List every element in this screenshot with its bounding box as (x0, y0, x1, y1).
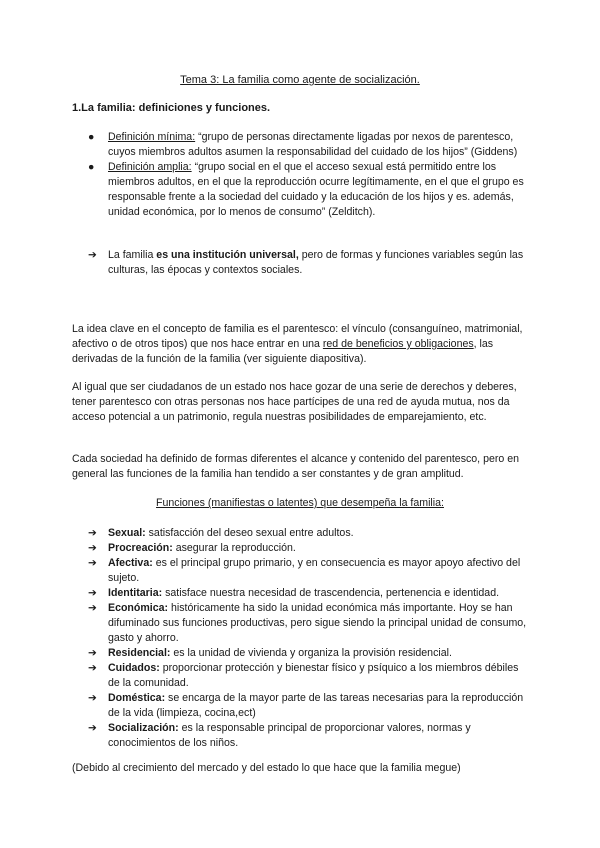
note-text: La familia (108, 249, 157, 261)
arrow-icon: ➔ (88, 602, 97, 614)
function-desc: asegurar la reproducción. (172, 542, 296, 554)
definition-term: Definición amplia: (108, 161, 192, 173)
function-desc: se encarga de la mayor parte de las tareas necesarias para la reproducción de la vida (limpieza, cocina,ect) (108, 692, 524, 719)
paragraph-kinship (72, 322, 532, 367)
function-name: Procreación: (108, 542, 173, 554)
function-name: Residencial: (108, 647, 171, 659)
functions-list (88, 526, 533, 751)
definitions-list (88, 130, 533, 220)
arrow-icon: ➔ (88, 587, 97, 599)
arrow-icon: ➔ (88, 692, 97, 704)
definition-item (88, 130, 533, 160)
paragraph-society: Cada sociedad ha definido de formas diferentes el alcance y contenido del parentesco, pero en general las funciones de la familia han tendido a ser constantes y de gran amplitud. (72, 453, 519, 480)
section-heading: 1.La familia: definiciones y funciones. (72, 102, 271, 114)
function-name: Económica: (108, 602, 169, 614)
arrow-icon: ➔ (88, 722, 97, 734)
function-name: Afectiva: (108, 557, 153, 569)
function-item (88, 691, 533, 721)
function-item (88, 526, 533, 541)
function-item (88, 601, 533, 646)
function-name: Doméstica: (108, 692, 166, 704)
function-desc: satisface nuestra necesidad de trascendencia, pertenencia e identidad. (162, 587, 500, 599)
paragraph-citizenship: Al igual que ser ciudadanos de un estado nos hace gozar de una serie de derechos y deberes, tener parentesco con otras personas nos hace partícipes de una red de ayuda mutua, nos da acceso potencial a un patrimonio, regula nuestras posibilidades de emparejamiento, etc. (72, 381, 517, 423)
arrow-icon: ➔ (88, 527, 97, 539)
function-desc: históricamente ha sido la unidad económica más importante. Hoy se han difuminado sus funciones productivas, pero sigue siendo la principal unidad de consumo, gasto y ahorro. (108, 602, 527, 644)
function-name: Socialización: (108, 722, 179, 734)
function-desc: es la responsable principal de proporcionar valores, normas y conocimientos de los niños. (108, 722, 471, 749)
function-item (88, 586, 533, 601)
arrow-icon: ➔ (88, 249, 97, 261)
function-item (88, 661, 533, 691)
definition-text: “grupo de personas directamente ligadas por nexos de parentesco, cuyos miembros adultos asumen la responsabilidad del cuidado de los hijos” (Giddens) (108, 131, 518, 158)
definition-item (88, 160, 533, 220)
page-title: Tema 3: La familia como agente de socialización. (180, 74, 420, 86)
function-desc: es la unidad de vivienda y organiza la provisión residencial. (170, 647, 452, 659)
arrow-icon: ➔ (88, 557, 97, 569)
function-item (88, 541, 533, 556)
function-item (88, 721, 533, 751)
function-desc: es el principal grupo primario, y en consecuencia es mayor apoyo afectivo del sujeto. (108, 557, 521, 584)
bullet-icon: ● (88, 161, 95, 173)
note-text: pero de formas y funciones variables según las culturas, las épocas y contextos sociales. (108, 249, 524, 276)
function-item (88, 556, 533, 586)
arrow-icon: ➔ (88, 647, 97, 659)
paragraph-text: , las derivadas de la función de la familia (ver siguiente diapositiva). (72, 338, 494, 365)
bullet-icon: ● (88, 131, 95, 143)
definition-term: Definición mínima: (108, 131, 196, 143)
function-name: Cuidados: (108, 662, 160, 674)
function-name: Identitaria: (108, 587, 163, 599)
arrow-icon: ➔ (88, 542, 97, 554)
function-desc: satisfacción del deseo sexual entre adultos. (145, 527, 354, 539)
footer-note: (Debido al crecimiento del mercado y del estado lo que hace que la familia megue) (72, 762, 461, 774)
paragraph-text: La idea clave en el concepto de familia es el parentesco: el vínculo (consanguíneo, matrimonial, afectivo o de otros tipos) que nos hace entrar en una (72, 323, 523, 350)
definition-text: “grupo social en el que el acceso sexual está permitido entre los miembros adultos, en el que la reproducción ocurre legítimamente, en el que el grupo es responsable frente a la sociedad del cuidado y la educación de los hijos y es. además, unidad económica, por lo menos de consumo” (Zelditch). (108, 161, 524, 218)
function-name: Sexual: (108, 527, 146, 539)
paragraph-underlined: red de beneficios y obligaciones (322, 338, 474, 350)
universal-note (88, 248, 533, 278)
functions-title: Funciones (manifiestas o latentes) que desempeña la familia: (156, 497, 444, 509)
arrow-icon: ➔ (88, 662, 97, 674)
note-bold: es una institución universal, (156, 249, 299, 261)
function-desc: proporcionar protección y bienestar físico y psíquico a los miembros débiles de la comunidad. (108, 662, 519, 689)
function-item (88, 646, 533, 661)
